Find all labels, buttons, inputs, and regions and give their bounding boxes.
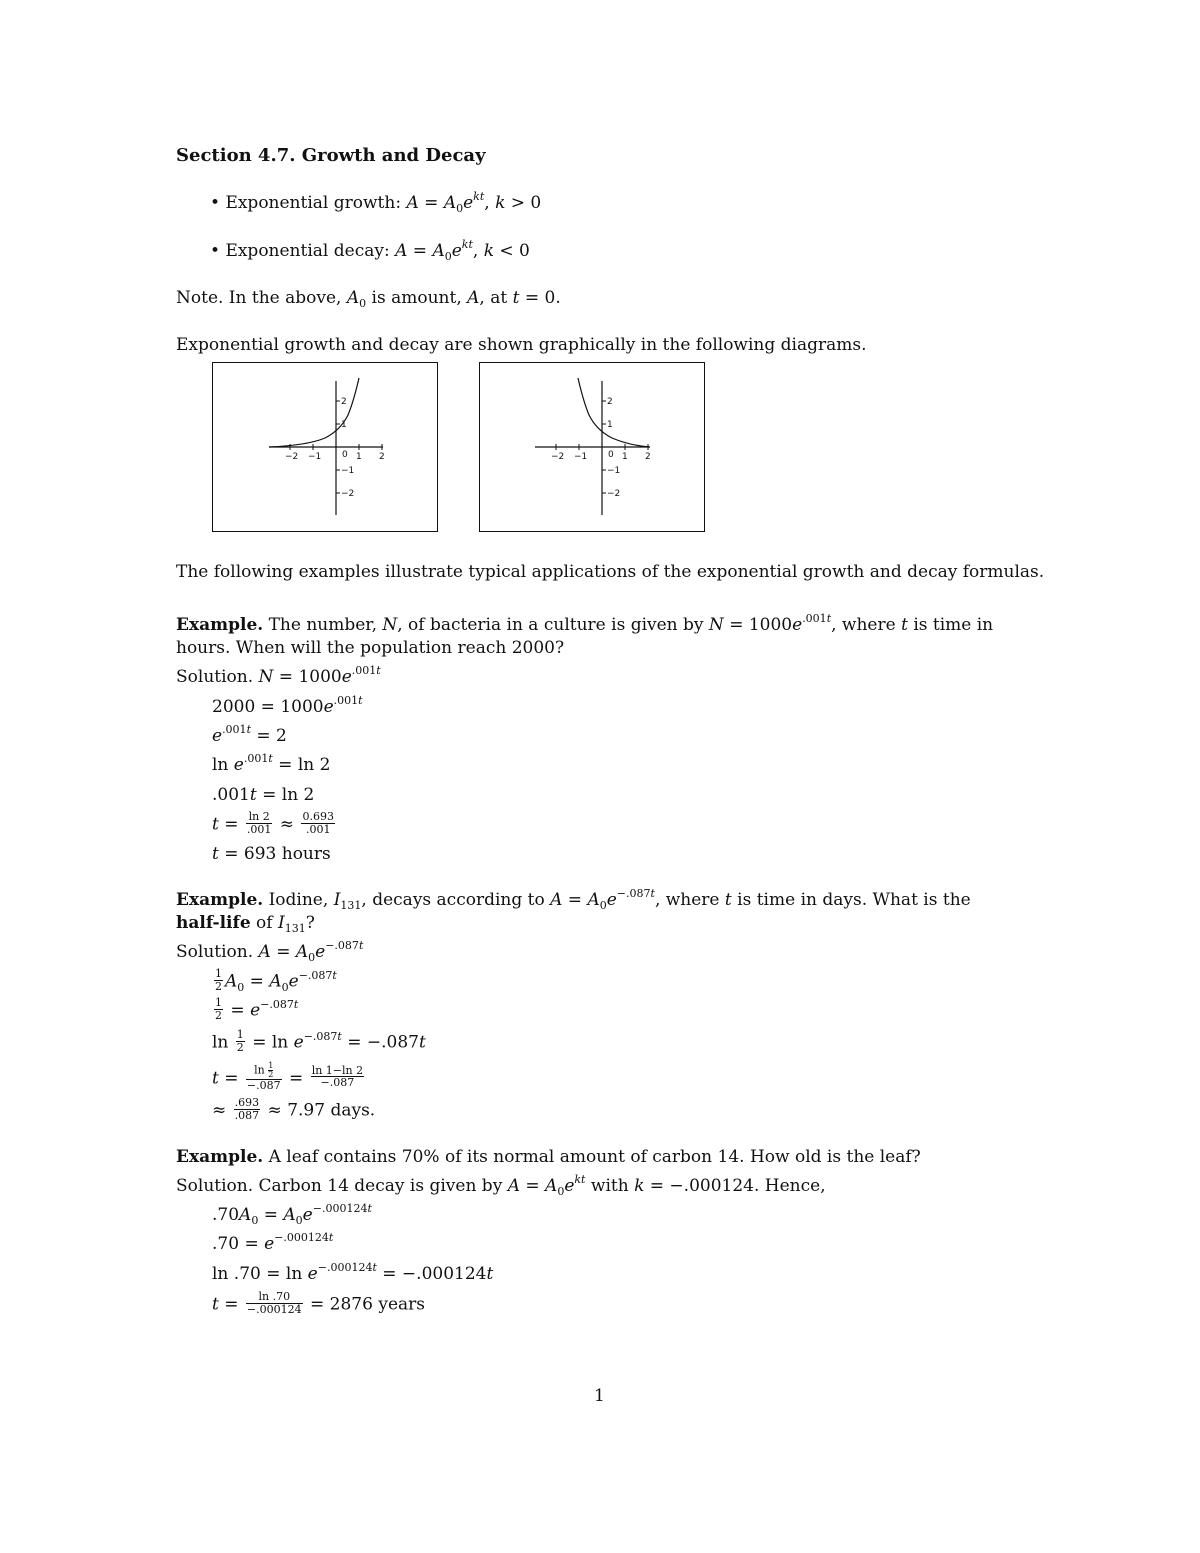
ex2-step: ln $\frac{1}{2}$ = $\ln e^{-.087t} = -.087t$ — [212, 1028, 426, 1054]
example2-problem-line2: half-life of $I_{131}$? — [176, 913, 315, 935]
y-tick-label: 1 — [607, 420, 613, 430]
x-tick-label: −1 — [308, 452, 322, 462]
section-title: Section 4.7. Growth and Decay — [176, 145, 486, 166]
example2-solution: Solution. $A = A_0e^{-.087t}$ — [176, 939, 364, 964]
ex2-step: ≈ $\frac{.693}{.087}$ ≈ 7.97 days. — [212, 1096, 376, 1122]
growth-label: Exponential growth: — [225, 193, 402, 213]
example1-solution: Solution. $N = 1000e^{.001t}$ — [176, 664, 381, 687]
x-tick-label: −2 — [285, 452, 299, 462]
ex2-step: $\frac{1}{2}$ = $e^{-.087t}$ — [215, 996, 299, 1022]
ex1-step: $\ln e^{.001t} = \ln 2$ — [212, 752, 331, 775]
bullet-growth: • Exponential growth: $A = A_0e^{kt}$, k > 0 — [210, 190, 542, 215]
ex3-step: $.70 = e^{-.000124t}$ — [212, 1231, 334, 1254]
ex3-step: $\ln .70 = \ln e^{-.000124t} = -.000124t$ — [212, 1261, 494, 1284]
ex1-step: t = $\frac{\ln 2}{.001}$ ≈ $\frac{0.693}{.001}$ — [212, 810, 334, 836]
decay-diagram — [479, 362, 705, 532]
decay-graph — [480, 363, 704, 531]
examples-intro: The following examples illustrate typical applications of the exponential growth and decay formulas. — [176, 562, 1045, 582]
ex1-step: t = 693 hours — [212, 844, 331, 864]
growth-graph — [213, 363, 437, 531]
ex3-step: t = $\frac{\ln .70}{-.000124}$ = 2876 years — [212, 1290, 425, 1316]
y-tick-label: −1 — [607, 466, 621, 476]
growth-diagram — [212, 362, 438, 532]
diagrams-intro: Exponential growth and decay are shown graphically in the following diagrams. — [176, 335, 867, 355]
growth-curve — [269, 378, 359, 447]
ex2-step: t = ln $\frac{1}{2}$ −.087 = $\frac{\ln 1-\ln 2}{-.087}$ — [212, 1061, 364, 1092]
y-tick-label: −2 — [341, 489, 355, 499]
x-tick-label: 1 — [356, 452, 362, 462]
x-tick-label: 2 — [379, 452, 385, 462]
ex2-step: $\frac{1}{2}$ $A_0 = A_0e^{-.087t}$ — [215, 967, 337, 994]
example1-problem-line1: Example. The number, N, of bacteria in a culture is given by $N = 1000e^{.001t}$, where t is time in — [176, 612, 994, 635]
decay-curve — [578, 378, 650, 447]
y-tick-label: −1 — [341, 466, 355, 476]
example3-solution: Solution. Carbon 14 decay is given by $A = A_0e^{kt}$ with k = −.000124. Hence, — [176, 1173, 826, 1198]
ex1-step: $2000 = 1000e^{.001t}$ — [212, 694, 363, 717]
ex1-step: $e^{.001t} = 2$ — [212, 723, 287, 746]
ex3-step: $.70A_0 = A_0e^{-.000124t}$ — [212, 1202, 372, 1227]
decay-label: Exponential decay: — [225, 241, 390, 261]
x-tick-label: 2 — [645, 452, 651, 462]
y-tick-label: 1 — [341, 420, 347, 430]
bullet-decay: • Exponential decay: $A = A_0e^{kt}$, k < 0 — [210, 238, 530, 263]
y-tick-label: 2 — [607, 397, 613, 407]
x-tick-label: 0 — [608, 450, 614, 460]
x-tick-label: 1 — [622, 452, 628, 462]
y-tick-label: −2 — [607, 489, 621, 499]
x-tick-label: 0 — [342, 450, 348, 460]
example2-problem-line1: Example. Iodine, $I_{131}$, decays according to $A = A_0e^{-.087t}$, where t is time in days. What is the — [176, 887, 971, 912]
x-tick-label: −1 — [574, 452, 588, 462]
growth-formula: $A = A_0e^{kt}$, k > 0 — [406, 190, 542, 215]
note: Note. In the above, $A_0$ is amount, A, at t = 0. — [176, 288, 561, 310]
example1-problem-line2: hours. When will the population reach 2000? — [176, 638, 565, 658]
page-number: 1 — [594, 1386, 605, 1406]
example3-problem: Example. A leaf contains 70% of its normal amount of carbon 14. How old is the leaf? — [176, 1147, 921, 1167]
ex1-step: .001t = ln 2 — [212, 785, 315, 805]
y-tick-label: 2 — [341, 397, 347, 407]
x-tick-label: −2 — [551, 452, 565, 462]
decay-formula: $A = A_0e^{kt}$, k < 0 — [395, 238, 530, 263]
